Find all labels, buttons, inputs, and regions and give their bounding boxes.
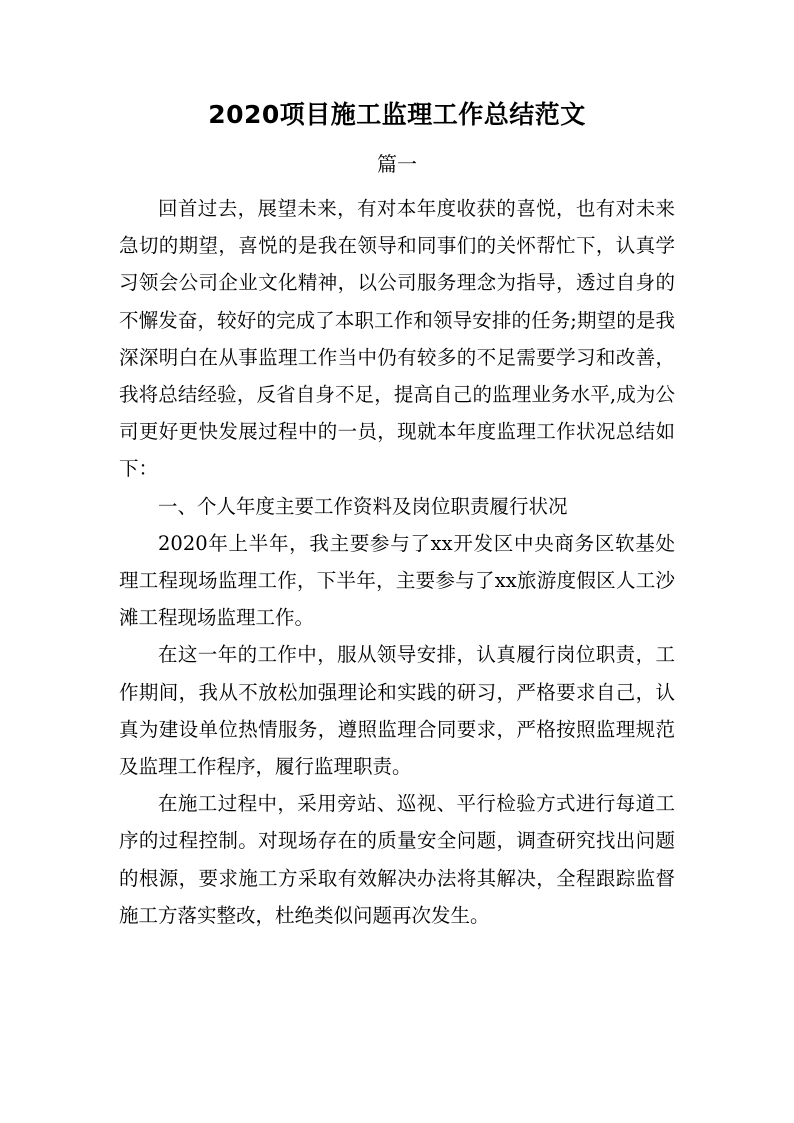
- document-title: 2020项目施工监理工作总结范文: [208, 100, 586, 129]
- paragraph-work-2020: 2020年上半年，我主要参与了xx开发区中央商务区软基处理工程现场监理工作，下半年，主要参与了xx旅游度假区人工沙滩工程现场监理工作。: [119, 531, 675, 630]
- paragraph-duties: 在这一年的工作中，服从领导安排，认真履行岗位职责，工作期间，我从不放松加强理论和实践的研习，严格要求自己，认真为建设单位热情服务，遵照监理合同要求，严格按照监理规范及监理工作程序，履行监理职责。: [119, 643, 675, 779]
- document-body: [119, 190, 675, 934]
- section-heading: 一、个人年度主要工作资料及岗位职责履行状况: [158, 494, 568, 518]
- paragraph-intro: 回首过去，展望未来，有对本年度收获的喜悦，也有对未来急切的期望，喜悦的是我在领导和同事们的关怀帮忙下，认真学习领会公司企业文化精神，以公司服务理念为指导，透过自身的不懈发奋，较好的完成了本职工作和领导安排的任务;期望的是我深深明白在从事监理工作当中仍有较多的不足需要学习和改善，我将总结经验，反省自身不足，提高自己的监理业务水平,成为公司更好更快发展过程中的一员，现就本年度监理工作状况总结如下：: [119, 197, 675, 481]
- paragraph-process-control: 在施工过程中，采用旁站、巡视、平行检验方式进行每道工序的过程控制。对现场存在的质量安全问题，调查研究找出问题的根源，要求施工方采取有效解决办法将其解决，全程跟踪监督施工方落实整改，杜绝类似问题再次发生。: [119, 792, 675, 927]
- section-label: 篇一: [377, 152, 417, 176]
